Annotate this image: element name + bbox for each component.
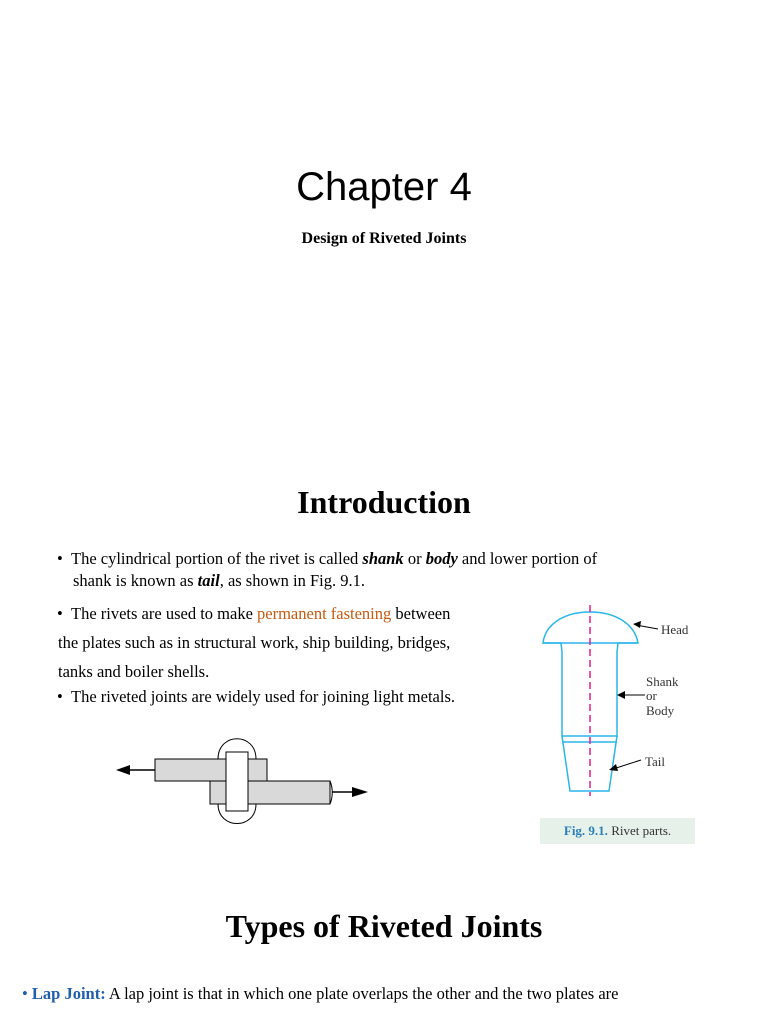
left-force-arrow bbox=[116, 765, 155, 775]
label-body: Body bbox=[646, 703, 675, 718]
term-tail: tail bbox=[197, 571, 220, 590]
highlight-permanent-fastening: permanent fastening bbox=[257, 604, 392, 623]
figure-caption-box bbox=[540, 818, 695, 844]
right-force-arrow bbox=[332, 787, 368, 797]
figure-caption: Fig. 9.1. Rivet parts. bbox=[563, 823, 672, 838]
term-body: body bbox=[425, 549, 458, 568]
intro-bullet-purpose: • The rivets are used to make permanent fastening between the plates such as in structural work, ship building, bridges, tanks and boiler shells. bbox=[57, 599, 527, 686]
label-tail: Tail bbox=[645, 754, 666, 769]
chapter-subtitle: Design of Riveted Joints bbox=[301, 230, 467, 247]
bullet-marker: • bbox=[57, 687, 63, 706]
bullet-marker: • bbox=[22, 984, 28, 1003]
bullet-marker: • bbox=[57, 604, 63, 623]
label-or: or bbox=[646, 688, 657, 703]
introduction-heading: Introduction bbox=[297, 484, 471, 520]
term-lap-joint: Lap Joint: bbox=[31, 984, 106, 1003]
lap-joint-bullet: • Lap Joint: A lap joint is that in which one plate overlaps the other and the two plates are bbox=[22, 984, 619, 1003]
lap-joint-diagram bbox=[110, 730, 380, 830]
intro-bullet-light-metals: • The riveted joints are widely used for joining light metals. bbox=[57, 687, 455, 706]
rivet-shank bbox=[226, 752, 248, 811]
chapter-title: Chapter 4 bbox=[296, 165, 472, 209]
term-shank: shank bbox=[362, 549, 404, 568]
rivet-parts-figure bbox=[535, 600, 725, 805]
types-heading: Types of Riveted Joints bbox=[225, 908, 543, 944]
caption-figure-number: Fig. 9.1. bbox=[563, 823, 608, 838]
top-plate bbox=[155, 759, 267, 781]
shank-leader bbox=[617, 691, 645, 699]
label-shank: Shank bbox=[646, 674, 679, 689]
label-head: Head bbox=[661, 622, 689, 637]
intro-bullet-shank: • The cylindrical portion of the rivet is called shank or body and lower portion of shank is known as tail, as shown in Fig. 9.1. bbox=[57, 549, 598, 590]
head-leader bbox=[633, 621, 658, 629]
bullet-marker: • bbox=[57, 549, 63, 568]
